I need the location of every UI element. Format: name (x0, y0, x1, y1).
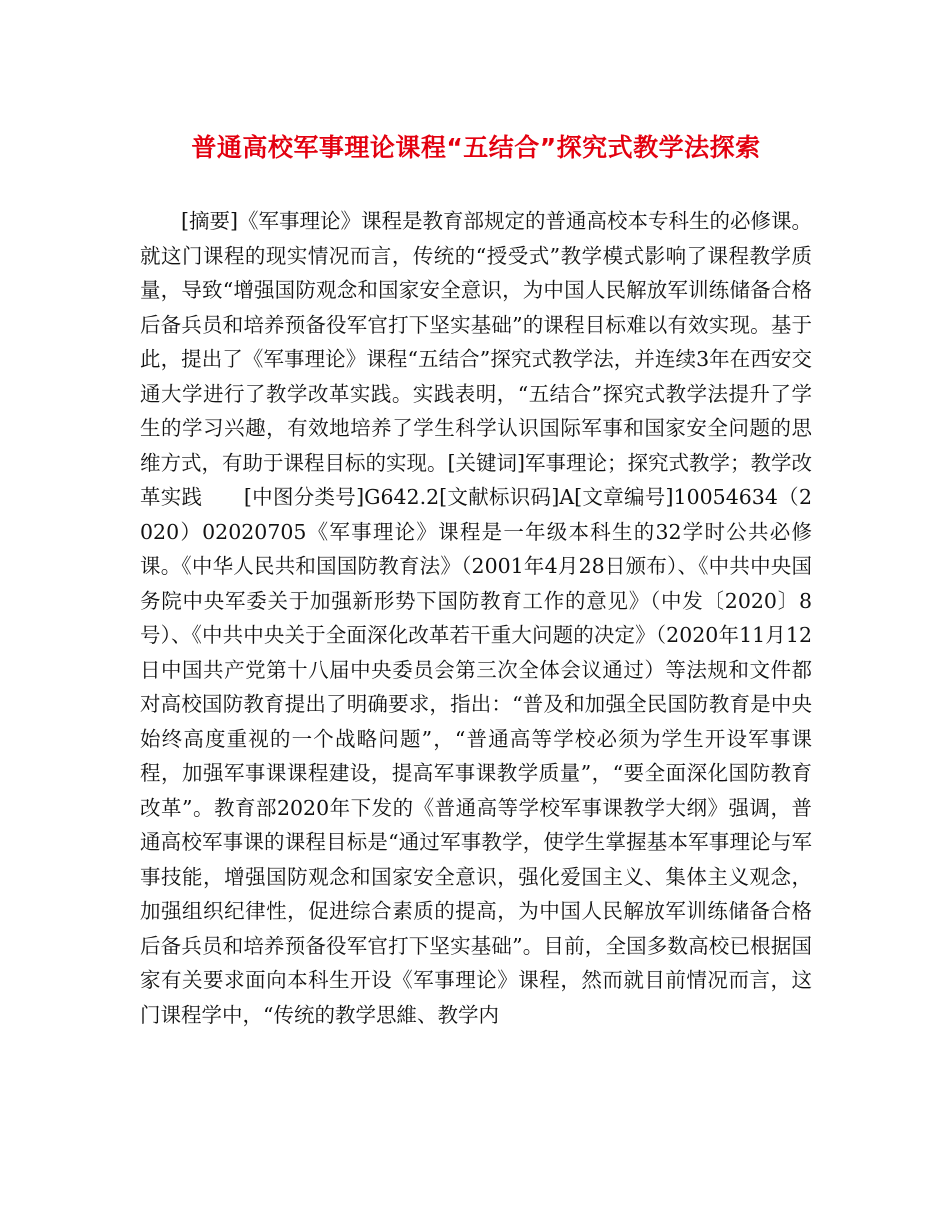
document-title: 普通高校军事理论课程“五结合”探究式教学法探索 (191, 133, 761, 162)
document-page (140, 128, 812, 1032)
document-body: [摘要]《军事理论》课程是教育部规定的普通高校本专科生的必修课。就这门课程的现实情况而言，传统的“授受式”教学模式影响了课程教学质量，导致“增强国防观念和国家安全意识，为中国人民解放军训练储备合格后备兵员和培养预备役军官打下坚实基础”的课程目标难以有效实现。基于此，提出了《军事理论》课程“五结合”探究式教学法，并连续3年在西安交通大学进行了教学改革实践。实践表明，“五结合”探究式教学法提升了学生的学习兴趣，有效地培养了学生科学认识国际军事和国家安全问题的思维方式，有助于课程目标的实现。[关键词]军事理论；探究式教学；教学改革实践 [中图分类号]G642.2[文献标识码]A[文章编号]10054634（2020）02020705《军事理论》课程是一年级本科生的32学时公共必修课。《中华人民共和国国防教育法》（2001年4月28日颁布）、《中共中央国务院中央军委关于加强新形势下国防教育工作的意见》（中发〔2020〕8号）、《中共中央关于全面深化改革若干重大问题的决定》（2020年11月12日中国共产党第十八届中央委员会第三次全体会议通过）等法规和文件都对高校国防教育提出了明确要求，指出：“普及和加强全民国防教育是中央始终高度重视的一个战略问题”，“普通高等学校必须为学生开设军事课程，加强军事课课程建设，提高军事课教学质量”，“要全面深化国防教育改革”。教育部2020年下发的《普通高等学校军事课教学大纲》强调，普通高校军事课的课程目标是“通过军事教学，使学生掌握基本军事理论与军事技能，增强国防观念和国家安全意识，强化爱国主义、集体主义观念，加强组织纪律性，促进综合素质的提高，为中国人民解放军训练储备合格后备兵员和培养预备役军官打下坚实基础”。目前，全国多数高校已根据国家有关要求面向本科生开设《军事理论》课程，然而就目前情况而言，这门课程学中，“传统的教学思維、教学内 (140, 209, 812, 1027)
